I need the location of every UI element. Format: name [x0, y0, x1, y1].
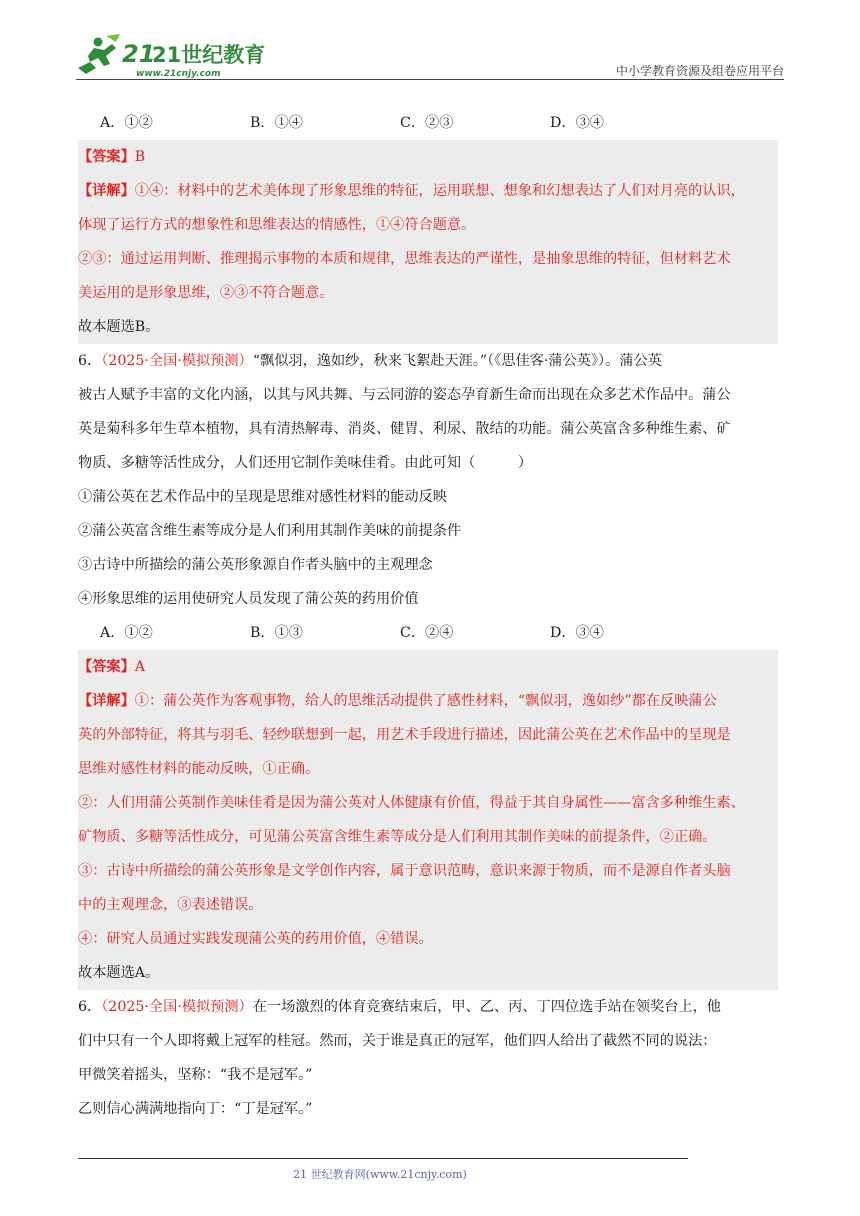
q6a-option-c: C．②④ — [400, 625, 454, 641]
q6a-detail-line: ③：古诗中所描绘的蒲公英形象是文学创作内容，属于意识范畴，意识来源于物质，而不是源自作者头脑 — [78, 863, 731, 879]
q6a-detail-line: 英的外部特征，将其与羽毛、轻纱联想到一起，用艺术手段进行描述，因此蒲公英在艺术作品中的呈现是 — [78, 727, 731, 743]
page-header — [76, 28, 784, 80]
footer-divider — [78, 1158, 688, 1159]
q6a-detail-line: ④：研究人员通过实践发现蒲公英的药用价值，④错误。 — [78, 931, 433, 947]
q6a-source: （2025·全国·模拟预测） — [101, 353, 253, 369]
q5-detail-line: ②③：通过运用判断、推理揭示事物的本质和规律，思维表达的严谨性，是抽象思维的特征，但材料艺术 — [78, 251, 731, 267]
q5-answer: 【答案】B — [78, 149, 146, 165]
q6b-source: （2025·全国·模拟预测） — [101, 999, 253, 1015]
q5-conclusion: 故本题选B。 — [78, 319, 160, 335]
svg-text:21世纪教育: 21世纪教育 — [152, 43, 266, 67]
q6a-stem-line: 英是菊科多年生草本植物，具有清热解毒、消炎、健胃、利尿、散结的功能。蒲公英富含多种维生素、矿 — [78, 421, 731, 437]
q6a-stem-line: 物质、多糖等活性成分，人们还用它制作美味佳肴。由此可知（ ） — [78, 455, 533, 471]
q6a-statement-2: ②蒲公英富含维生素等成分是人们利用其制作美味的前提条件 — [78, 523, 462, 539]
q6a-detail-line: 思维对感性材料的能动反映，①正确。 — [78, 761, 320, 777]
q5-options — [78, 106, 778, 140]
q6a-statement-3: ③古诗中所描绘的蒲公英形象源自作者头脑中的主观理念 — [78, 557, 433, 573]
q6b-stem-line: 6．（2025·全国·模拟预测）在一场激烈的体育竞赛结束后，甲、乙、丙、丁四位选手站在领奖台上，他 — [78, 999, 721, 1015]
q6a-option-d: D．③④ — [550, 625, 604, 641]
q6a-detail-line: 【详解】①：蒲公英作为客观事物，给人的思维活动提供了感性材料，“飘似羽，逸如纱”都在反映蒲公 — [78, 693, 717, 709]
q6a-options — [78, 616, 778, 650]
q6a-detail-line: 矿物质、多糖等活性成分，可见蒲公英富含维生素等成分是人们利用其制作美味的前提条件，②正确。 — [78, 829, 717, 845]
q5-option-b: B．①④ — [250, 115, 303, 131]
svg-text:21: 21 — [122, 40, 156, 68]
q6a-answer-block — [78, 650, 778, 990]
q5-option-a: A．①② — [100, 115, 153, 131]
page-footer: 21 世纪教育网(www.21cnjy.com) — [293, 1168, 467, 1181]
q6b-stem-line: 甲微笑着摇头，坚称：“我不是冠军。” — [78, 1067, 313, 1083]
header-slogan: 中小学教育资源及组卷应用平台 — [615, 64, 784, 78]
q6b-stem-line: 们中只有一个人即将戴上冠军的桂冠。然而，关于谁是真正的冠军，他们四人给出了截然不同的说法： — [78, 1033, 717, 1049]
q6a-conclusion: 故本题选A。 — [78, 965, 160, 981]
header-divider — [76, 79, 784, 80]
q5-detail-line: 体现了运行方式的想象性和思维表达的情感性，①④符合题意。 — [78, 217, 476, 233]
q5-detail-line: 【详解】①④：材料中的艺术美体现了形象思维的特征，运用联想、想象和幻想表达了人们对月亮的认识， — [78, 183, 745, 199]
q6a-statement-4: ④形象思维的运用使研究人员发现了蒲公英的药用价值 — [78, 591, 419, 607]
q6b-stem-line: 乙则信心满满地指向丁：“丁是冠军。” — [78, 1101, 313, 1117]
q5-answer-block — [78, 140, 778, 344]
document-body — [78, 106, 778, 1126]
q6a-detail-line: ②：人们用蒲公英制作美味佳肴是因为蒲公英对人体健康有价值，得益于其自身属性——富含多种维生素、 — [78, 795, 745, 811]
svg-text:www.21cnjy.com: www.21cnjy.com — [136, 69, 221, 78]
q6a-option-a: A．①② — [100, 625, 153, 641]
q5-option-c: C．②③ — [400, 115, 454, 131]
q5-option-d: D．③④ — [550, 115, 604, 131]
q6a-stem-line: 6．（2025·全国·模拟预测）“飘似羽，逸如纱，秋来飞絮赴天涯。”（《思佳客·蒲公英》）。蒲公英 — [78, 353, 662, 369]
site-logo — [76, 32, 266, 78]
q6a-detail-line: 中的主观理念，③表述错误。 — [78, 897, 263, 913]
q6a-option-b: B．①③ — [250, 625, 303, 641]
q6a-stem-line: 被古人赋予丰富的文化内涵，以其与风共舞、与云同游的姿态孕育新生命而出现在众多艺术作品中。蒲公 — [78, 387, 731, 403]
q6a-answer: 【答案】A — [78, 659, 146, 675]
q5-detail-line: 美运用的是形象思维，②③不符合题意。 — [78, 285, 334, 301]
q6a-statement-1: ①蒲公英在艺术作品中的呈现是思维对感性材料的能动反映 — [78, 489, 447, 505]
